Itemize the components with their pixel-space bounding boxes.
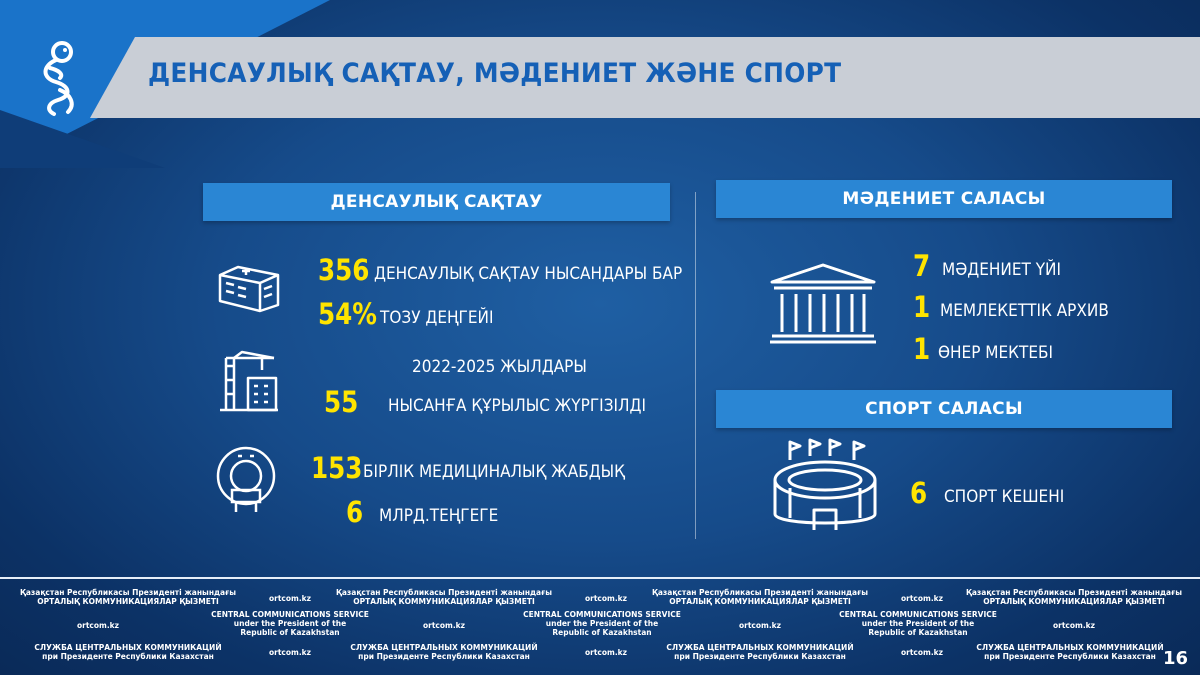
page-title: ДЕНСАУЛЫҚ САҚТАУ, МӘДЕНИЕТ ЖӘНЕ СПОРТ (148, 58, 842, 89)
footer-site-5[interactable]: ortcom.kz (422, 621, 466, 630)
column-divider (695, 192, 696, 539)
equipment-cost-label: МЛРД.ТЕҢГЕГЕ (379, 506, 499, 526)
construction-label: НЫСАНҒА ҚҰРЫЛЫС ЖҮРГІЗІЛДІ (388, 396, 646, 416)
header-corner-shade (0, 110, 165, 168)
footer-ru-3: СЛУЖБА ЦЕНТРАЛЬНЫХ КОММУНИКАЦИЙ при Президенте Республики Казахстан (666, 643, 854, 661)
footer-separator (0, 577, 1200, 579)
page-number: 16 (1162, 648, 1188, 669)
footer-site-1[interactable]: ortcom.kz (268, 594, 312, 603)
footer-site-6[interactable]: ortcom.kz (738, 621, 782, 630)
footer-en-1: CENTRAL COMMUNICATIONS SERVICE under the President of the Republic of Kazakhstan (211, 610, 369, 637)
sport-complex-label: СПОРТ КЕШЕНІ (944, 487, 1065, 507)
snow-leopard-logo (30, 38, 86, 118)
footer-site-4[interactable]: ortcom.kz (76, 621, 120, 630)
section-header-sport: СПОРТ САЛАСЫ (716, 390, 1172, 428)
sport-complex-count: 6 (910, 476, 928, 510)
footer-kz-4: Қазақстан Республикасы Президенті жанындағы ОРТАЛЫҚ КОММУНИКАЦИЯЛАР ҚЫЗМЕТІ (966, 588, 1182, 606)
footer-en-3: CENTRAL COMMUNICATIONS SERVICE under the President of the Republic of Kazakhstan (839, 610, 997, 637)
construction-count: 55 (324, 385, 359, 419)
equipment-cost-value: 6 (346, 495, 364, 529)
section-header-culture: МӘДЕНИЕТ САЛАСЫ (716, 180, 1172, 218)
footer-ru-2: СЛУЖБА ЦЕНТРАЛЬНЫХ КОММУНИКАЦИЙ при Президенте Республики Казахстан (350, 643, 538, 661)
wear-level-value: 54% (318, 297, 378, 331)
footer-site-7[interactable]: ortcom.kz (1052, 621, 1096, 630)
state-archive-label: МЕМЛЕКЕТТІК АРХИВ (940, 301, 1109, 321)
health-facilities-count: 356 (318, 253, 370, 287)
construction-years-label: 2022-2025 ЖЫЛДАРЫ (412, 357, 587, 377)
footer-kz-2: Қазақстан Республикасы Президенті жанындағы ОРТАЛЫҚ КОММУНИКАЦИЯЛАР ҚЫЗМЕТІ (336, 588, 552, 606)
museum-icon (768, 262, 878, 346)
footer-site-8[interactable]: ortcom.kz (268, 648, 312, 657)
footer-ru-1: СЛУЖБА ЦЕНТРАЛЬНЫХ КОММУНИКАЦИЙ при Президенте Республики Казахстан (34, 643, 222, 661)
culture-houses-count: 7 (913, 249, 931, 283)
art-school-count: 1 (913, 332, 931, 366)
equipment-count: 153 (311, 451, 363, 485)
art-school-label: ӨНЕР МЕКТЕБІ (938, 343, 1054, 363)
footer-site-2[interactable]: ortcom.kz (584, 594, 628, 603)
health-facilities-label: ДЕНСАУЛЫҚ САҚТАУ НЫСАНДАРЫ БАР (374, 264, 683, 284)
footer-en-2: CENTRAL COMMUNICATIONS SERVICE under the President of the Republic of Kazakhstan (523, 610, 681, 637)
construction-crane-icon (218, 350, 280, 412)
footer-kz-3: Қазақстан Республикасы Президенті жанындағы ОРТАЛЫҚ КОММУНИКАЦИЯЛАР ҚЫЗМЕТІ (652, 588, 868, 606)
footer-site-10[interactable]: ortcom.kz (900, 648, 944, 657)
hospital-icon (216, 261, 282, 313)
footer-site-9[interactable]: ortcom.kz (584, 648, 628, 657)
mri-scanner-icon (212, 446, 280, 514)
culture-houses-label: МӘДЕНИЕТ ҮЙІ (942, 260, 1061, 280)
footer-ru-4: СЛУЖБА ЦЕНТРАЛЬНЫХ КОММУНИКАЦИЙ при Президенте Республики Казахстан (976, 643, 1164, 661)
wear-level-label: ТОЗУ ДЕҢГЕЙІ (380, 308, 494, 328)
equipment-label: БІРЛІК МЕДИЦИНАЛЫҚ ЖАБДЫҚ (363, 462, 626, 482)
footer-site-3[interactable]: ortcom.kz (900, 594, 944, 603)
footer-kz-1: Қазақстан Республикасы Президенті жанындағы ОРТАЛЫҚ КОММУНИКАЦИЯЛАР ҚЫЗМЕТІ (20, 588, 236, 606)
section-header-health: ДЕНСАУЛЫҚ САҚТАУ (203, 183, 670, 221)
stadium-icon (770, 438, 880, 534)
state-archive-count: 1 (913, 290, 931, 324)
